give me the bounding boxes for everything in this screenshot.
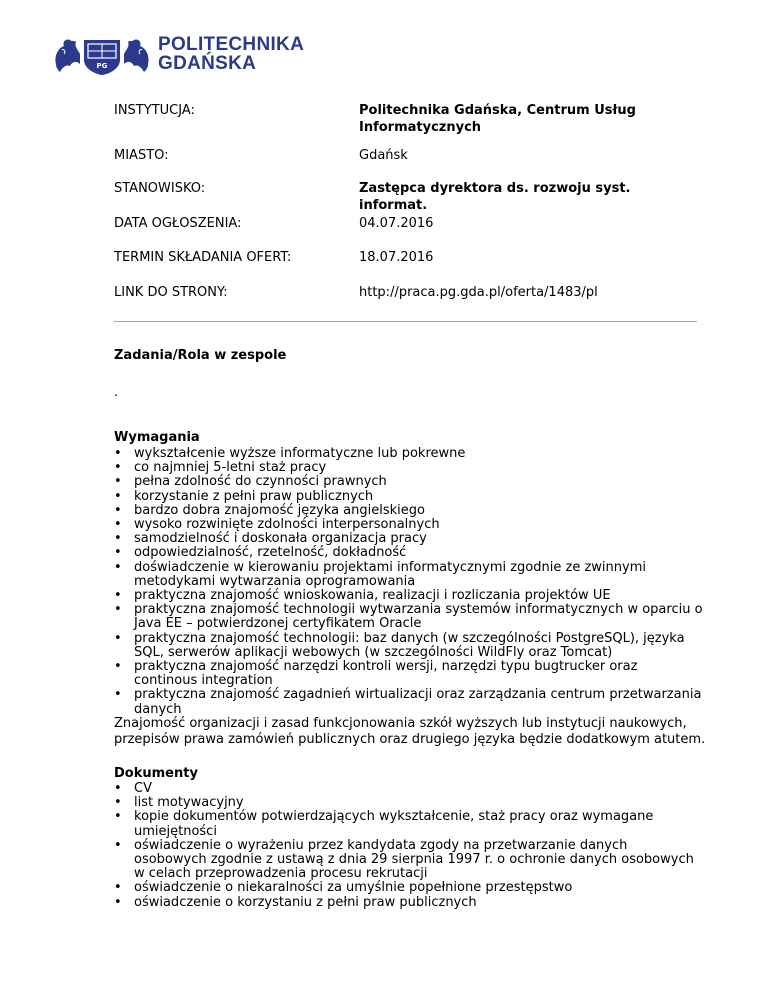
list-item: • wysoko rozwinięte zdolności interpersonalnych [114, 518, 704, 532]
list-item: • oświadczenie o wyrażeniu przez kandydata zgody na przetwarzanie danych osobowych zgodnie z ustawą z dnia 29 sierpnia 1997 r. o ochronie danych osobowych w celach przeprowadzenia procesu rekrutacji [114, 839, 704, 882]
list-item: • co najmniej 5-letni staż pracy [114, 461, 704, 475]
list-item: • odpowiedzialność, rzetelność, dokładność [114, 546, 704, 560]
list-item: • oświadczenie o niekaralności za umyślnie popełnione przestępstwo [114, 881, 704, 895]
logo-line-1: POLITECHNIKA [158, 34, 305, 55]
info-value: Gdańsk [359, 148, 408, 163]
info-label: DATA OGŁOSZENIA: [114, 216, 242, 231]
logo-wordmark [158, 35, 304, 73]
list-item: • praktyczna znajomość technologii: baz danych (w szczególności PostgreSQL), języka SQL, serwerów aplikacji webowych (w szczególności WildFly oraz Tomcat) [114, 632, 704, 660]
list-item: • oświadczenie o korzystaniu z pełni praw publicznych [114, 896, 704, 910]
info-label: STANOWISKO: [114, 181, 206, 196]
crest-icon [52, 34, 152, 76]
list-item: • list motywacyjny [114, 796, 704, 810]
list-item: • praktyczna znajomość zagadnień wirtualizacji oraz zarządzania centrum przetwarzania danych [114, 688, 704, 716]
info-value: Politechnika Gdańska, Centrum Usług Informatycznych [359, 103, 636, 135]
list-item: • praktyczna znajomość wnioskowania, realizacji i rozliczania projektów UE [114, 589, 704, 603]
tasks-content: . [114, 385, 119, 400]
info-label: TERMIN SKŁADANIA OFERT: [114, 250, 292, 265]
list-item: • kopie dokumentów potwierdzających wykształcenie, staż pracy oraz wymagane umiejętności [114, 810, 704, 838]
requirements-note: Znajomość organizacji i zasad funkcjonowania szkół wyższych lub instytucji naukowych, przepisów prawa zamówień publicznych oraz drugiego języka będzie dodatkowym atutem. [114, 716, 706, 747]
info-value: Zastępca dyrektora ds. rozwoju syst. informat. [359, 181, 631, 213]
list-item: • pełna zdolność do czynności prawnych [114, 475, 704, 489]
list-item: • praktyczna znajomość narzędzi kontroli wersji, narzędzi typu bugtrucker oraz continous integration [114, 660, 704, 688]
info-label: MIASTO: [114, 148, 169, 163]
requirements-heading: Wymagania [114, 430, 200, 445]
tasks-heading: Zadania/Rola w zespole [114, 348, 287, 363]
offer-link[interactable]: http://praca.pg.gda.pl/oferta/1483/pl [359, 285, 598, 300]
university-logo [52, 34, 312, 76]
list-item: • CV [114, 782, 704, 796]
list-item: • doświadczenie w kierowaniu projektami informatycznymi zgodnie ze zwinnymi metodykami wytwarzania oprogramowania [114, 561, 704, 589]
list-item: • samodzielność i doskonała organizacja pracy [114, 532, 704, 546]
divider [114, 321, 697, 322]
list-item: • wykształcenie wyższe informatyczne lub pokrewne [114, 447, 704, 461]
documents-heading: Dokumenty [114, 766, 198, 781]
list-item: • bardzo dobra znajomość języka angielskiego [114, 504, 704, 518]
info-label: LINK DO STRONY: [114, 285, 228, 300]
info-value: 18.07.2016 [359, 250, 434, 265]
list-item: • praktyczna znajomość technologii wytwarzania systemów informatycznych w oparciu o Java EE – potwierdzonej certyfikatem Oracle [114, 603, 704, 631]
info-value: 04.07.2016 [359, 216, 434, 231]
list-item: • korzystanie z pełni praw publicznych [114, 490, 704, 504]
info-label: INSTYTUCJA: [114, 103, 195, 118]
documents-list [114, 782, 704, 910]
crest-letters: PG [96, 62, 108, 70]
requirements-list [114, 447, 704, 717]
logo-line-2: GDAŃSKA [158, 53, 257, 74]
